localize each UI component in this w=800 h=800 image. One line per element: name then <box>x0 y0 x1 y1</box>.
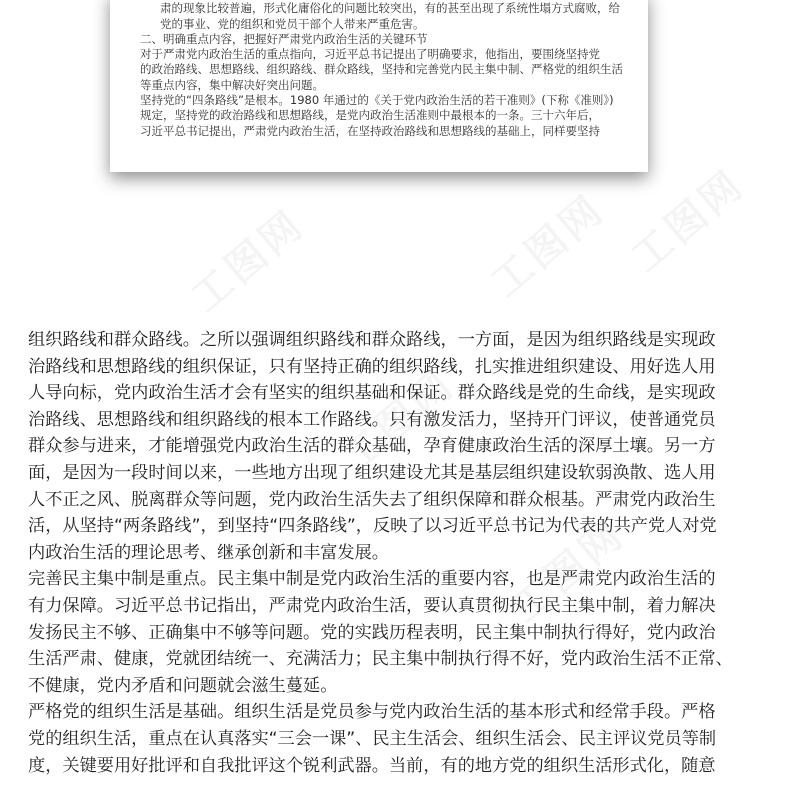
body-line: 生活严肃、健康，党就团结统一、充满活力；民主集中制执行得不好，党内政治生活不正常、 <box>28 649 733 670</box>
article-body <box>28 327 778 779</box>
watermark <box>477 179 615 308</box>
body-line: 人导向标，党内政治生活才会有坚实的组织基础和保证。群众路线是党的生命线，是实现政 <box>28 383 716 404</box>
card-line: 坚持党的“四条路线”是根本。1980 年通过的《关于党内政治生活的若干准则》(下称《准则》) <box>140 93 614 108</box>
card-line: 习近平总书记提出，严肃党内政治生活，在坚持政治路线和思想路线的基础上，同样要坚持 <box>140 123 600 138</box>
body-line: 有力保障。习近平总书记指出，严肃党内政治生活，要认真贯彻执行民主集中制，着力解决 <box>28 595 716 616</box>
body-line: 内政治生活的理论思考、继承创新和丰富发展。 <box>28 542 389 563</box>
body-line: 完善民主集中制是重点。民主集中制是党内政治生活的重要内容，也是严肃党内政治生活的 <box>28 569 716 590</box>
card-line: 对于严肃党内政治生活的重点指向，习近平总书记提出了明确要求，他指出，要围绕坚持党 <box>140 47 600 62</box>
card-line: 肃的现象比较普遍，形式化庸俗化的问题比较突出，有的甚至出现了系统性塌方式腐败，给 <box>160 1 620 16</box>
body-line: 度，关键要用好批评和自我批评这个锐利武器。当前，有的地方党的组织生活形式化，随意 <box>28 755 716 776</box>
body-line: 不健康，党内矛盾和问题就会滋生蔓延。 <box>28 675 338 696</box>
body-line: 人不正之风、脱离群众等问题，党内政治生活失去了组织保障和群众根基。严肃党内政治生 <box>28 489 716 510</box>
card-line: 党的事业、党的组织和党员干部个人带来严重危害。 <box>160 16 425 31</box>
body-line: 发扬民主不够、正确集中不够等问题。党的实践历程表明，民主集中制执行得好，党内政治 <box>28 622 716 643</box>
body-line: 治路线、思想路线和组织路线的根本工作路线。只有激发活力，坚持开门评议，使普通党员 <box>28 409 716 430</box>
card-section-heading: 二、明确重点内容，把握好严肃党内政治生活的关键环节 <box>140 31 428 46</box>
body-line: 群众参与进来，才能增强党内政治生活的群众基础，孕育健康政治生活的深厚土壤。另一方 <box>28 436 716 457</box>
card-line: 等重点内容，集中解决好突出问题。 <box>140 77 324 92</box>
card-text-block <box>110 0 648 139</box>
body-line: 活，从坚持“两条路线”，到坚持“四条路线”，反映了以习近平总书记为代表的共产党人对党 <box>28 516 717 537</box>
body-line: 党的组织生活，重点在认真落实“三会一课”、民主生活会、组织生活会、民主评议党员等制 <box>28 728 717 749</box>
card-line: 的政治路线、思想路线、组织路线、群众路线，坚持和完善党内民主集中制、严格党的组织生活 <box>140 62 623 77</box>
document-preview-card <box>110 0 648 172</box>
card-line: 规定，坚持党的政治路线和思想路线，是党内政治生活准则中最根本的一条。三十六年后， <box>140 108 600 123</box>
body-line: 严格党的组织生活是基础。组织生活是党员参与党内政治生活的基本形式和经常手段。严格 <box>28 702 716 723</box>
body-line: 面，是因为一段时间以来，一些地方出现了组织建设尤其是基层组织建设软弱涣散、选人用 <box>28 462 716 483</box>
watermark <box>617 154 755 283</box>
body-line: 组织路线和群众路线。之所以强调组织路线和群众路线，一方面，是因为组织路线是实现政 <box>28 330 716 350</box>
watermark <box>177 194 315 323</box>
body-line: 治路线和思想路线的组织保证，只有坚持正确的组织路线，扎实推进组织建设、用好选人用 <box>28 356 716 377</box>
